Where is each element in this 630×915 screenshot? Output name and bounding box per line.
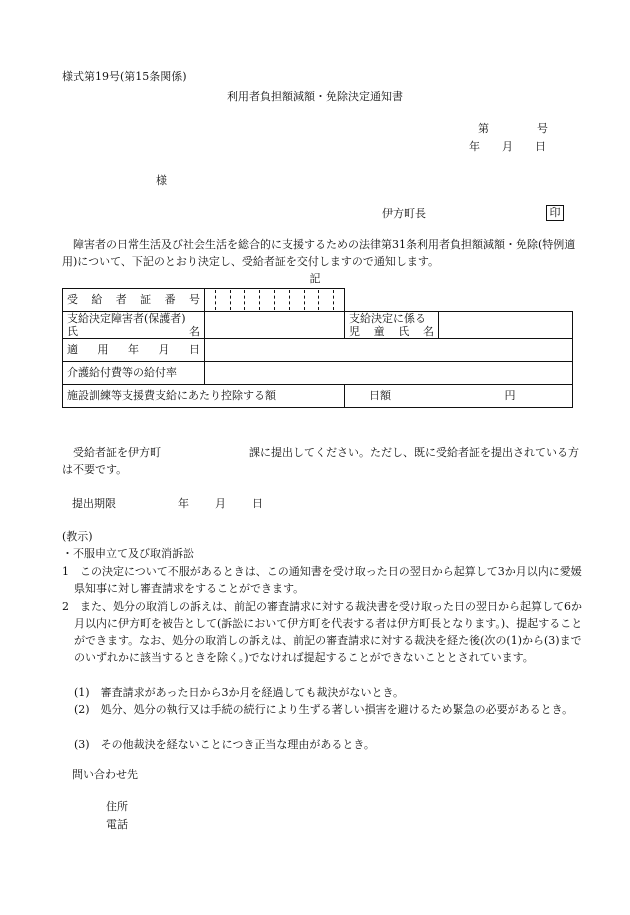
seal-box: 印: [546, 205, 564, 221]
table-row: [63, 362, 573, 385]
decision-table: [62, 288, 573, 408]
document-title: 利用者負担額減額・免除決定通知書: [227, 90, 403, 103]
contact-phone-label: 電話: [106, 818, 128, 831]
decided-person-value: [205, 312, 345, 339]
child-name-value: [439, 312, 573, 339]
decided-person-label: [63, 312, 205, 339]
daily-amount-label: 日額: [369, 388, 391, 402]
apply-date-label: [63, 339, 205, 362]
deadline-day: 日: [252, 497, 263, 510]
notice-subitem-3: (3) その他裁決を経ないことにつき正当な理由があるとき。: [74, 738, 375, 751]
deduction-label: 施設訓練等支援費支給にあたり控除する額: [63, 385, 345, 408]
document-number: [478, 122, 548, 137]
date-month: 月: [502, 140, 513, 153]
recipient-number-text: 受 給 者 証 番 号: [67, 292, 200, 306]
apply-date-value: [205, 339, 573, 362]
child-label-line1: 支給決定に係る: [349, 312, 426, 325]
benefit-rate-label: 介護給付費等の給付率: [63, 362, 205, 385]
notice-subheading: ・不服申立て及び取消訴訟: [62, 547, 194, 560]
ki-mark: 記: [309, 272, 321, 285]
notice-subitem-2: (2) 処分、処分の執行又は手続の続行により生ずる著しい損害を避けるため緊急の必要があるとき。: [74, 703, 574, 716]
contact-heading: 問い合わせ先: [72, 768, 138, 781]
date-day: 日: [535, 140, 546, 153]
form-number-label: 様式第19号(第15条関係): [62, 70, 187, 83]
deduction-value: [345, 385, 573, 408]
docno-dai: 第: [478, 122, 489, 135]
intro-paragraph: 障害者の日常生活及び社会生活を総合的に支援するための法律第31条利用者負担額減額・免除(特例適用)について、下記のとおり決定し、受給者証を交付しますので通知します。: [62, 238, 576, 268]
recipient-number-boxes: [205, 289, 345, 312]
table-row: [63, 339, 573, 362]
benefit-rate-value: [205, 362, 573, 385]
docno-go: 号: [537, 122, 548, 135]
decided-person-line2a: 氏: [67, 325, 78, 338]
submit-deadline: [72, 497, 263, 512]
notice-item-1: 1 この決定について不服があるときは、この通知書を受け取った日の翌日から起算して3か月以内に愛媛県知事に対し審査請求をすることができます。: [62, 565, 582, 595]
table-row: [63, 289, 573, 312]
deadline-label: 提出期限: [72, 497, 116, 510]
table-row: [63, 312, 573, 339]
table-row: [63, 385, 573, 408]
child-label-line2: 児 童 氏 名: [349, 325, 434, 338]
decided-person-line1: 支給決定障害者(保護者): [67, 312, 186, 325]
issuer-name: 伊方町長: [382, 207, 426, 220]
apply-date-text: 適 用 年 月 日: [67, 342, 200, 356]
addressee-honorific: 様: [156, 174, 167, 187]
deadline-year: 年: [178, 497, 189, 510]
recipient-number-label: [63, 289, 205, 312]
child-name-label: [345, 312, 439, 339]
yen-label: 円: [504, 388, 516, 402]
notice-heading: (教示): [62, 530, 93, 543]
date-year: 年: [469, 140, 480, 153]
contact-address-label: 住所: [106, 800, 128, 813]
notice-subitem-1: (1) 審査請求があった日から3か月を経過しても裁決がないとき。: [74, 686, 405, 699]
submit-paragraph: [62, 444, 580, 478]
submit-text-post: 課に提出してください。ただし、既に受給者証を提出されている方は不要です。: [62, 446, 579, 476]
notice-item-2: 2 また、処分の取消しの訴えは、前記の審査請求に対する裁決書を受け取った日の翌日から起算して6か月以内に伊方町を被告として(訴訟において伊方町を代表する者は伊方町長となります。)、提起することができます。なお、処分の取消しの訴えは、前記の審査請求に対する裁決を経た後(次の(1)から(3)までのいずれかに該当するときを除く。)でなければ提起することができないこととされています。: [62, 600, 583, 664]
submit-text-pre: 受給者証を伊方町: [73, 446, 161, 459]
issue-date: [447, 140, 546, 155]
deadline-month: 月: [215, 497, 226, 510]
decided-person-line2b: 名: [189, 325, 200, 338]
